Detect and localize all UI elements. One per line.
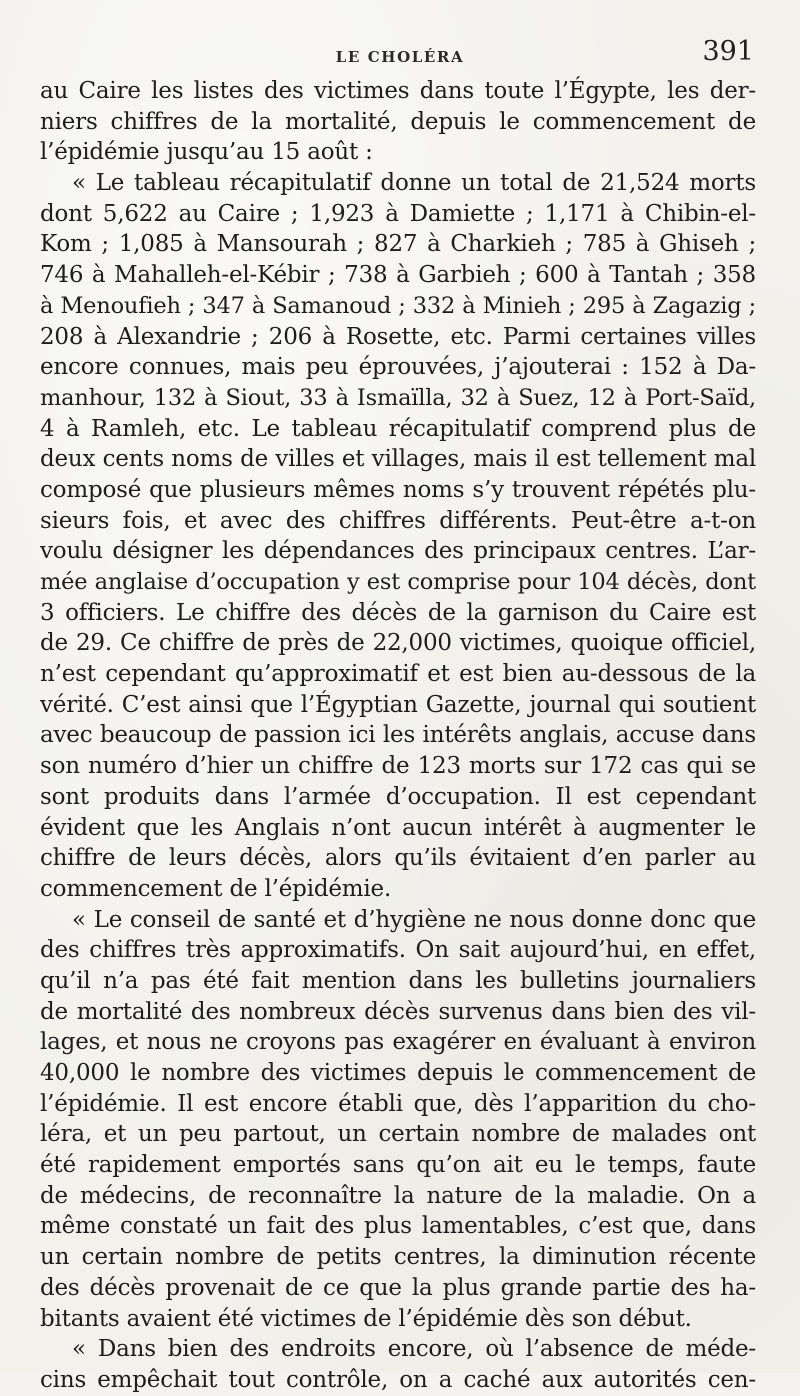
text-line: l’épidémie jusqu’au 15 août :	[40, 139, 373, 166]
text-line: été rapidement emportés sans qu’on ait eu le temps, faute	[40, 1152, 756, 1179]
text-line: sieurs fois, et avec des chiffres différents. Peut-être a-t-on	[40, 507, 756, 534]
text-line: de mortalité des nombreux décès survenus dans bien des vil-	[40, 998, 756, 1025]
page-number: 391	[702, 36, 754, 67]
text-line: au Caire les listes des victimes dans toute l’Égypte, les der-	[40, 78, 756, 104]
text-line: deux cents noms de villes et villages, mais il est tellement mal	[40, 446, 756, 473]
text-line: 208 à Alexandrie ; 206 à Rosette, etc. Parmi certaines villes	[40, 323, 756, 350]
text-line: des chiffres très approximatifs. On sait aujourd’hui, en effet,	[40, 937, 756, 964]
text-line: mée anglaise d’occupation y est comprise pour 104 décès, dont	[40, 569, 756, 595]
text-line: 4 à Ramleh, etc. Le tableau récapitulatif comprend plus de	[40, 415, 756, 442]
running-title: LE CHOLÉRA	[335, 48, 465, 66]
text-line: sont produits dans l’armée d’occupation. Il est cependant	[40, 783, 756, 810]
text-line: dont 5,622 au Caire ; 1,923 à Damiette ; 1,171 à Chibin-el-	[40, 200, 756, 227]
text-line: un certain nombre de petits centres, la diminution récente	[40, 1244, 756, 1271]
text-line: lages, et nous ne croyons pas exagérer en évaluant à environ	[40, 1029, 756, 1056]
text-line: niers chiffres de la mortalité, depuis le commencement de	[40, 108, 756, 135]
text-line: « Le tableau récapitulatif donne un total de 21,524 morts	[72, 170, 756, 197]
text-line: de médecins, de reconnaître la nature de la maladie. On a	[40, 1182, 756, 1209]
text-line: même constaté un fait des plus lamentables, c’est que, dans	[40, 1213, 756, 1240]
text-line: chiffre de leurs décès, alors qu’ils évitaient d’en parler au	[40, 845, 756, 872]
page-header	[40, 36, 760, 76]
text-line: Kom ; 1,085 à Mansourah ; 827 à Charkieh ; 785 à Ghiseh ;	[40, 231, 756, 258]
text-line: évident que les Anglais n’ont aucun intérêt à augmenter le	[40, 814, 756, 841]
text-line: son numéro d’hier un chiffre de 123 morts sur 172 cas qui se	[40, 753, 756, 780]
text-line: cins empêchait tout contrôle, on a caché aux autorités cen-	[40, 1366, 756, 1393]
text-line: léra, et un peu partout, un certain nombre de malades ont	[40, 1121, 756, 1148]
text-line: à Menoufieh ; 347 à Samanoud ; 332 à Minieh ; 295 à Zagazig ;	[40, 292, 756, 319]
text-line: de 29. Ce chiffre de près de 22,000 victimes, quoique officiel,	[40, 630, 756, 657]
text-line: bitants avaient été victimes de l’épidémie dès son début.	[40, 1305, 692, 1332]
text-line: commencement de l’épidémie.	[40, 875, 392, 902]
text-line: n’est cependant qu’approximatif et est bien au-dessous de la	[40, 661, 756, 688]
text-line: 746 à Mahalleh-el-Kébir ; 738 à Garbieh ; 600 à Tantah ; 358	[40, 262, 756, 289]
text-line: « Le conseil de santé et d’hygiène ne nous donne donc que	[72, 906, 756, 933]
text-line: manhour, 132 à Siout, 33 à Ismaïlla, 32 à Suez, 12 à Port-Saïd,	[40, 384, 756, 411]
text-line: 40,000 le nombre des victimes depuis le commencement de	[40, 1060, 756, 1086]
text-line: vérité. C’est ainsi que l’Égyptian Gazette, journal qui soutient	[40, 691, 756, 718]
text-line: encore connues, mais peu éprouvées, j’ajouterai : 152 à Da-	[40, 354, 756, 381]
text-line: qu’il n’a pas été fait mention dans les bulletins journaliers	[40, 967, 756, 994]
text-line: 3 officiers. Le chiffre des décès de la garnison du Caire est	[40, 599, 756, 626]
text-line: composé que plusieurs mêmes noms s’y trouvent répétés plu-	[40, 476, 756, 503]
body-text	[40, 76, 756, 1396]
text-line: « Dans bien des endroits encore, où l’absence de méde-	[72, 1336, 756, 1363]
text-line: voulu désigner les dépendances des principaux centres. L’ar-	[40, 538, 756, 565]
text-line: avec beaucoup de passion ici les intérêts anglais, accuse dans	[40, 722, 756, 749]
text-line: des décès provenait de ce que la plus grande partie des ha-	[40, 1274, 756, 1301]
text-line: l’épidémie. Il est encore établi que, dès l’apparition du cho-	[40, 1090, 756, 1117]
